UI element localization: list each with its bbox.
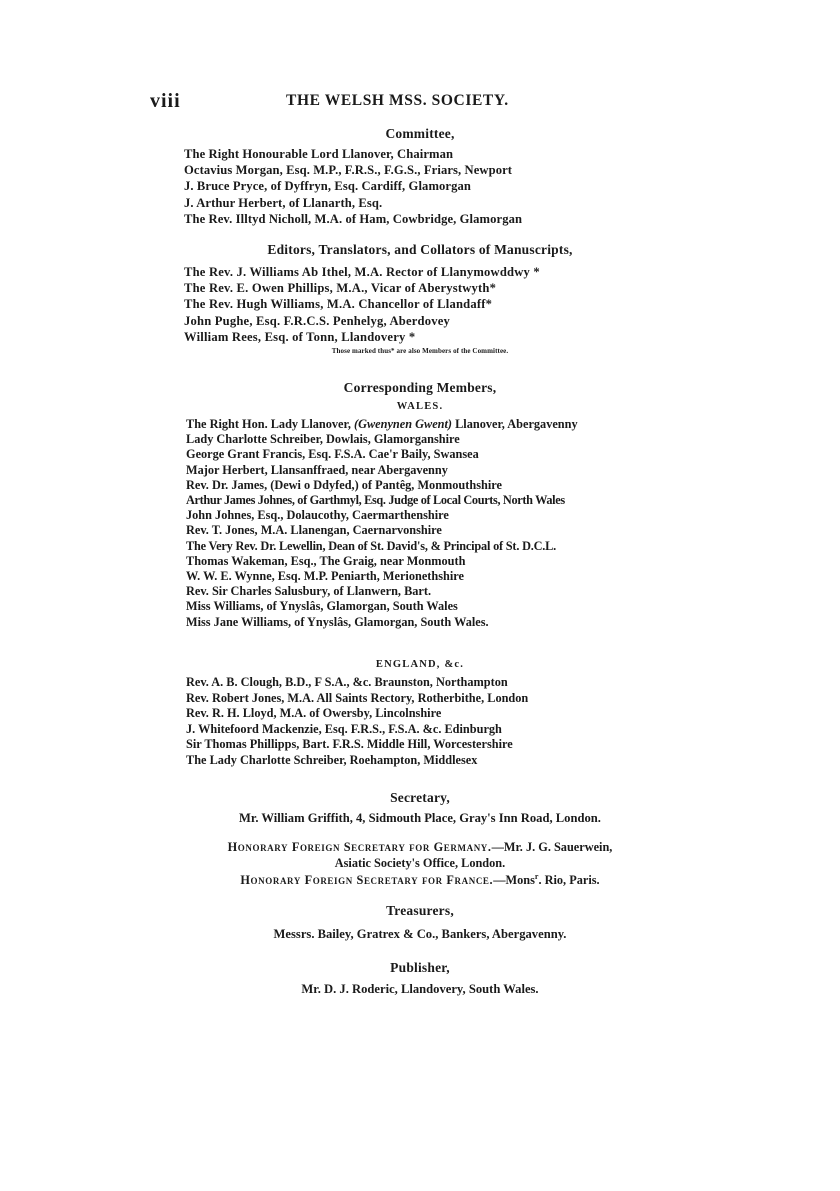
page-number: viii xyxy=(150,90,181,112)
page-header xyxy=(150,90,680,114)
first-line-place: Llanover, Abergavenny xyxy=(452,417,578,431)
editor-member: William Rees, Esq. of Tonn, Llandovery * xyxy=(184,329,416,344)
wales-member: Miss Jane Williams, of Ynyslâs, Glamorgan, South Wales. xyxy=(186,614,489,629)
editor-member: The Rev. Hugh Williams, M.A. Chancellor of Llandaff* xyxy=(184,297,493,312)
committee-member: J. Bruce Pryce, of Dyffryn, Esq. Cardiff, Glamorgan xyxy=(184,179,472,194)
wales-member: Lady Charlotte Schreiber, Dowlais, Glamorganshire xyxy=(186,432,460,447)
wales-member: Miss Williams, of Ynyslâs, Glamorgan, South Wales xyxy=(186,599,458,614)
committee-heading: Committee, xyxy=(385,126,455,141)
england-list xyxy=(186,675,528,769)
wales-member: John Johnes, Esq., Dolaucothy, Caermarthenshire xyxy=(186,508,449,523)
publisher-heading: Publisher, xyxy=(390,960,450,975)
france-label: Honorary Foreign Secretary for France. xyxy=(240,873,494,888)
editors-list xyxy=(184,264,540,345)
wales-subheading: WALES. xyxy=(396,401,444,412)
secretary-line: Mr. William Griffith, 4, Sidmouth Place, Gray's Inn Road, London. xyxy=(239,811,601,825)
wales-member: Arthur James Johnes, of Garthmyl, Esq. Judge of Local Courts, North Wales xyxy=(186,493,565,508)
germany-label: Honorary Foreign Secretary for Germany. xyxy=(227,840,492,854)
wales-member: George Grant Francis, Esq. F.S.A. Cae'r Baily, Swansea xyxy=(186,447,479,462)
england-member: The Lady Charlotte Schreiber, Roehampton, Middlesex xyxy=(186,752,478,767)
wales-member: Rev. Sir Charles Salusbury, of Llanwern, Bart. xyxy=(186,584,432,599)
wales-member: The Very Rev. Dr. Lewellin, Dean of St. David's, & Principal of St. D.C.L. xyxy=(186,538,557,553)
france-value-sup: r xyxy=(534,872,539,881)
bardic-name: (Gwenynen Gwent) xyxy=(353,417,453,431)
committee-member: The Right Honourable Lord Llanover, Chairman xyxy=(184,147,454,161)
wales-list xyxy=(186,417,578,630)
germany-secretary-address: Asiatic Society's Office, London. xyxy=(334,856,506,870)
france-secretary-line xyxy=(0,872,840,888)
wales-member: Rev. Dr. James, (Dewi o Ddyfed,) of Pantêg, Monmouthshire xyxy=(186,477,502,492)
france-value-after: . Rio, Paris. xyxy=(538,873,600,888)
england-member: J. Whitefoord Mackenzie, Esq. F.R.S., F.S.A. &c. Edinburgh xyxy=(186,721,502,736)
editor-member: John Pughe, Esq. F.R.C.S. Penhelyg, Aberdovey xyxy=(184,313,451,328)
editor-member: The Rev. J. Williams Ab Ithel, M.A. Rector of Llanymowddwy * xyxy=(184,265,540,279)
germany-secretary-line xyxy=(0,840,840,855)
wales-member-first xyxy=(186,417,578,432)
england-member: Sir Thomas Phillipps, Bart. F.R.S. Middle Hill, Worcestershire xyxy=(186,737,513,752)
france-value: —Mons xyxy=(493,873,535,888)
running-title: THE WELSH MSS. SOCIETY. xyxy=(286,92,509,109)
treasurers-line: Messrs. Bailey, Gratrex & Co., Bankers, Abergavenny. xyxy=(273,927,567,941)
treasurers-heading: Treasurers, xyxy=(386,903,454,918)
editor-member: The Rev. E. Owen Phillips, M.A., Vicar of Aberystwyth* xyxy=(184,281,497,296)
committee-member: The Rev. Illtyd Nicholl, M.A. of Ham, Cowbridge, Glamorgan xyxy=(184,211,523,226)
editors-heading: Editors, Translators, and Collators of Manuscripts, xyxy=(267,242,573,257)
england-subheading: ENGLAND, &c. xyxy=(375,659,465,670)
wales-member: W. W. E. Wynne, Esq. M.P. Peniarth, Merionethshire xyxy=(186,569,464,584)
committee-member: Octavius Morgan, Esq. M.P., F.R.S., F.G.S., Friars, Newport xyxy=(184,163,513,178)
publisher-line: Mr. D. J. Roderic, Llandovery, South Wales. xyxy=(301,982,539,996)
england-member: Rev. Robert Jones, M.A. All Saints Rectory, Rotherbithe, London xyxy=(186,690,529,705)
first-line-text: The Right Hon. Lady Llanover, xyxy=(186,417,354,431)
editors-note: Those marked thus* are also Members of the Committee. xyxy=(331,347,509,355)
corresponding-heading: Corresponding Members, xyxy=(343,380,497,395)
england-member: Rev. A. B. Clough, B.D., F S.A., &c. Braunston, Northampton xyxy=(186,675,508,689)
committee-member: J. Arthur Herbert, of Llanarth, Esq. xyxy=(184,195,383,210)
england-member: Rev. R. H. Lloyd, M.A. of Owersby, Lincolnshire xyxy=(186,706,442,721)
secretary-heading: Secretary, xyxy=(390,790,450,805)
wales-member: Thomas Wakeman, Esq., The Graig, near Monmouth xyxy=(186,553,466,568)
wales-member: Major Herbert, Llansanffraed, near Abergavenny xyxy=(186,462,448,477)
germany-value: —Mr. J. G. Sauerwein, xyxy=(491,840,613,854)
wales-member: Rev. T. Jones, M.A. Llanengan, Caernarvonshire xyxy=(186,523,442,538)
committee-list xyxy=(184,146,522,227)
